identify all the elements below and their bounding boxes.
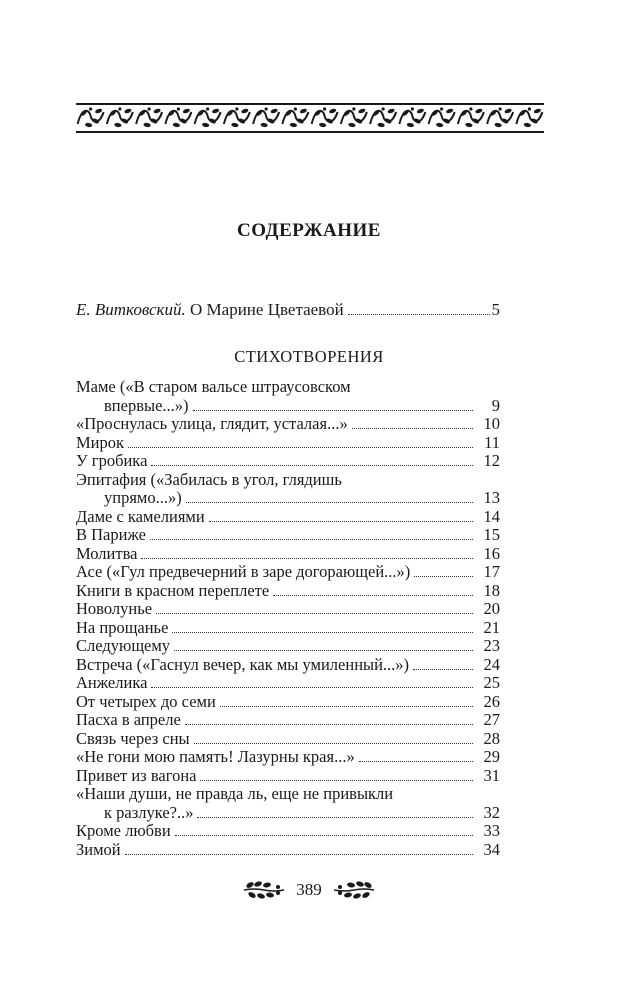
toc-entry-page-number: 16 xyxy=(483,543,500,563)
dot-leader xyxy=(186,502,473,503)
toc-entry xyxy=(76,599,500,619)
toc-entry-page-number: 10 xyxy=(483,414,500,433)
toc-entry-title-line1: «Наши души, не правда ль, еще не привыкли xyxy=(76,784,394,803)
toc-entry-page-number: 17 xyxy=(483,562,500,581)
toc-entry xyxy=(76,728,500,749)
toc-entry-page-number: 27 xyxy=(483,710,500,729)
toc-entry-title: Книги в красном переплете xyxy=(76,580,270,600)
dot-leader xyxy=(151,687,473,688)
toc-entry-title: От четырех до семи xyxy=(76,691,216,711)
dot-leader xyxy=(141,558,473,559)
dot-leader xyxy=(209,521,473,522)
toc-entry xyxy=(76,691,500,712)
dot-leader xyxy=(413,669,473,670)
toc-entry xyxy=(76,654,500,675)
dot-leader xyxy=(150,539,473,540)
toc-entry-title-line2: упрямо...») xyxy=(104,488,182,507)
vine-ornament-icon xyxy=(76,103,544,133)
toc-entry xyxy=(76,636,500,656)
toc-entry xyxy=(76,414,500,434)
toc-entry-title: Кроме любви xyxy=(76,821,171,840)
toc-entry-title: Зимой xyxy=(76,839,121,859)
toc-entry-title: Следующему xyxy=(76,636,171,655)
dot-leader xyxy=(359,761,473,762)
toc-entry-title-line2: впервые...») xyxy=(104,395,189,415)
toc-entry-page-number: 24 xyxy=(483,654,500,674)
toc-entry xyxy=(76,617,500,638)
dot-leader xyxy=(151,465,473,466)
toc-entry-page-number: 18 xyxy=(483,580,500,600)
toc-entry xyxy=(76,525,500,545)
toc-entry-title: Новолунье xyxy=(76,599,153,618)
section-heading: СТИХОТВОРЕНИЯ xyxy=(234,347,384,366)
toc-entry xyxy=(76,377,500,415)
toc-entry-title: «Не гони мою память! Лазурны края...» xyxy=(76,747,355,766)
dot-leader xyxy=(185,724,473,725)
toc-entry xyxy=(76,765,500,786)
dot-leader xyxy=(197,817,473,818)
toc-entry-title: Мирок xyxy=(76,432,125,452)
toc-entry-page-number: 33 xyxy=(483,821,500,840)
dot-leader xyxy=(348,314,490,315)
toc-entry-page-number: 28 xyxy=(483,728,500,748)
toc-entry xyxy=(76,673,500,693)
toc-entry-page-number: 23 xyxy=(483,636,500,655)
toc-entry-title: Встреча («Гаснул вечер, как мы умиленный...») xyxy=(76,654,410,674)
page-footer xyxy=(0,876,618,904)
toc-entry xyxy=(76,432,500,453)
toc-entry-page-number: 15 xyxy=(483,525,500,544)
toc-entry-page-number: 11 xyxy=(484,432,500,452)
dot-leader xyxy=(220,706,473,707)
toc-entry-page-number: 34 xyxy=(483,839,500,859)
page-title: СОДЕРЖАНИЕ xyxy=(237,220,381,241)
toc-entry-title: Молитва xyxy=(76,543,138,563)
intro-article-title: О Марине Цветаевой xyxy=(190,300,344,319)
toc-entry-page-number: 9 xyxy=(491,395,500,415)
toc-entry-title: «Проснулась улица, глядит, усталая...» xyxy=(76,414,348,433)
toc-entry-page-number: 13 xyxy=(483,488,500,507)
toc-entry-title: Привет из вагона xyxy=(76,765,197,785)
toc-entry xyxy=(76,784,500,822)
toc-entry-title-line1: Эпитафия («Забилась в угол, глядишь xyxy=(76,469,342,489)
intro-entry xyxy=(76,300,500,319)
toc-entry-title: Даме с камелиями xyxy=(76,506,205,526)
toc-entry-title: На прощанье xyxy=(76,617,169,637)
dot-leader xyxy=(352,428,473,429)
toc-entry-title-line1: Маме («В старом вальсе штраусовском xyxy=(76,377,351,396)
toc-entry-title: Пасха в апреле xyxy=(76,710,181,729)
toc-entry-title: В Париже xyxy=(76,525,146,544)
toc-entry-title: Связь через сны xyxy=(76,728,190,748)
toc-entry-line2 xyxy=(76,802,500,823)
toc-entry xyxy=(76,710,500,730)
intro-title xyxy=(76,300,344,319)
toc-entry-title: Анжелика xyxy=(76,673,148,692)
dot-leader xyxy=(125,854,473,855)
ornamental-header-band xyxy=(76,103,544,133)
toc-entry-page-number: 14 xyxy=(483,506,500,526)
toc-entry xyxy=(76,562,500,582)
toc-entry-page-number: 21 xyxy=(483,617,500,637)
intro-page-number: 5 xyxy=(491,300,500,319)
toc-entry xyxy=(76,821,500,841)
toc-entry-page-number: 12 xyxy=(483,451,500,470)
dot-leader xyxy=(128,447,473,448)
dot-leader xyxy=(273,595,473,596)
toc-entry xyxy=(76,543,500,564)
toc-entry xyxy=(76,451,500,471)
dot-leader xyxy=(156,613,473,614)
page-number: 389 xyxy=(296,880,322,899)
dot-leader xyxy=(414,576,473,577)
toc-entry-page-number: 32 xyxy=(483,802,500,822)
toc-entry-page-number: 29 xyxy=(483,747,500,766)
left-leaf-ornament-icon xyxy=(242,879,286,901)
toc-entry xyxy=(76,580,500,601)
dot-leader xyxy=(175,835,473,836)
toc-entry-title: У гробика xyxy=(76,451,148,470)
toc-entry xyxy=(76,839,500,860)
dot-leader xyxy=(193,410,473,411)
toc-entry-line2 xyxy=(76,488,500,508)
dot-leader xyxy=(174,650,473,651)
toc-entry-title: Асе («Гул предвечерний в заре догорающей...») xyxy=(76,562,411,581)
toc-entry xyxy=(76,469,500,508)
toc-entry xyxy=(76,506,500,527)
toc-entry-title-line2: к разлуке?..» xyxy=(104,802,194,822)
toc-entry-page-number: 26 xyxy=(483,691,500,711)
intro-author: Е. Витковский. xyxy=(76,300,186,319)
dot-leader xyxy=(200,780,473,781)
toc-entry xyxy=(76,747,500,767)
toc-entry-page-number: 25 xyxy=(483,673,500,692)
dot-leader xyxy=(194,743,473,744)
toc-entry-page-number: 20 xyxy=(483,599,500,618)
toc-entry-page-number: 31 xyxy=(483,765,500,785)
toc-entry-line2 xyxy=(76,395,500,416)
toc-list xyxy=(76,377,500,859)
right-leaf-ornament-icon xyxy=(332,879,376,901)
dot-leader xyxy=(172,632,473,633)
